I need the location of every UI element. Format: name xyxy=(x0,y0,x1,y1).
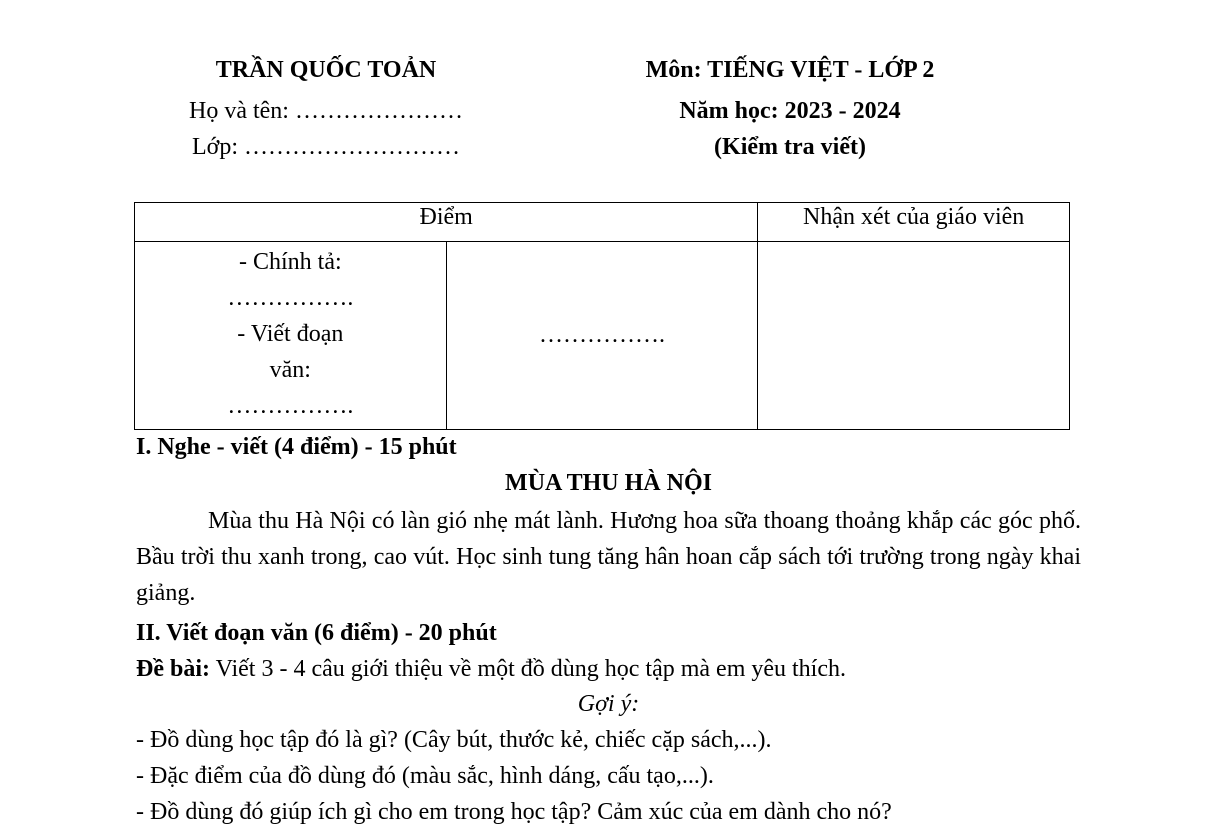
teacher-comment-cell xyxy=(758,242,1070,430)
score-table-body xyxy=(135,242,1070,430)
paragraph-label-cont: văn: xyxy=(269,357,311,383)
total-score-cell xyxy=(446,242,758,430)
score-table-header xyxy=(135,203,1070,242)
total-score-blank: ……………. xyxy=(538,322,665,349)
dictation-label: - Chính tả: xyxy=(239,249,342,275)
school-name: TRẦN QUỐC TOẢN xyxy=(215,57,437,83)
hint-item: - Đồ dùng đó giúp ích gì cho em trong học tập? Cảm xúc của em dành cho nó? xyxy=(136,799,892,825)
class-line: Lớp: ……………………… xyxy=(191,134,461,160)
prompt-text: Viết 3 - 4 câu giới thiệu về một đồ dùng học tập mà em yêu thích. xyxy=(210,656,846,682)
score-column-header: Điểm xyxy=(135,203,758,242)
passage-title: MÙA THU HÀ NỘI xyxy=(505,470,712,496)
section2-heading: II. Viết đoạn văn (6 điểm) - 20 phút xyxy=(136,620,497,646)
passage-text xyxy=(136,503,1081,611)
hint-item: - Đặc điểm của đồ dùng đó (màu sắc, hình dáng, cấu tạo,...). xyxy=(136,763,714,789)
score-breakdown-cell xyxy=(135,242,447,430)
comment-column-header: Nhận xét của giáo viên xyxy=(758,203,1070,242)
prompt-line xyxy=(136,655,846,684)
prompt-label: Đề bài: xyxy=(136,656,210,682)
section1-heading: I. Nghe - viết (4 điểm) - 15 phút xyxy=(136,434,457,460)
hint-item: - Đồ dùng học tập đó là gì? (Cây bút, thước kẻ, chiếc cặp sách,...). xyxy=(136,727,772,753)
test-type: (Kiểm tra viết) xyxy=(714,134,866,160)
score-table xyxy=(134,202,1070,430)
paragraph-blank: ……………. xyxy=(227,393,354,419)
subject-title: Môn: TIẾNG VIỆT - LỚP 2 xyxy=(645,57,935,83)
dictation-blank: ……………. xyxy=(227,285,354,311)
hint-label: Gợi ý: xyxy=(577,691,640,717)
paragraph-label: - Viết đoạn xyxy=(237,321,344,347)
school-year: Năm học: 2023 - 2024 xyxy=(679,98,901,124)
student-name-line: Họ và tên: ………………… xyxy=(189,98,463,124)
passage-body: Mùa thu Hà Nội có làn gió nhẹ mát lành. Hương hoa sữa thoang thoảng khắp các góc phố. Bầu trời thu xanh trong, cao vút. Học sinh tung tăng hân hoan cắp sách tới trường trong ngày khai giảng. xyxy=(136,508,1081,606)
